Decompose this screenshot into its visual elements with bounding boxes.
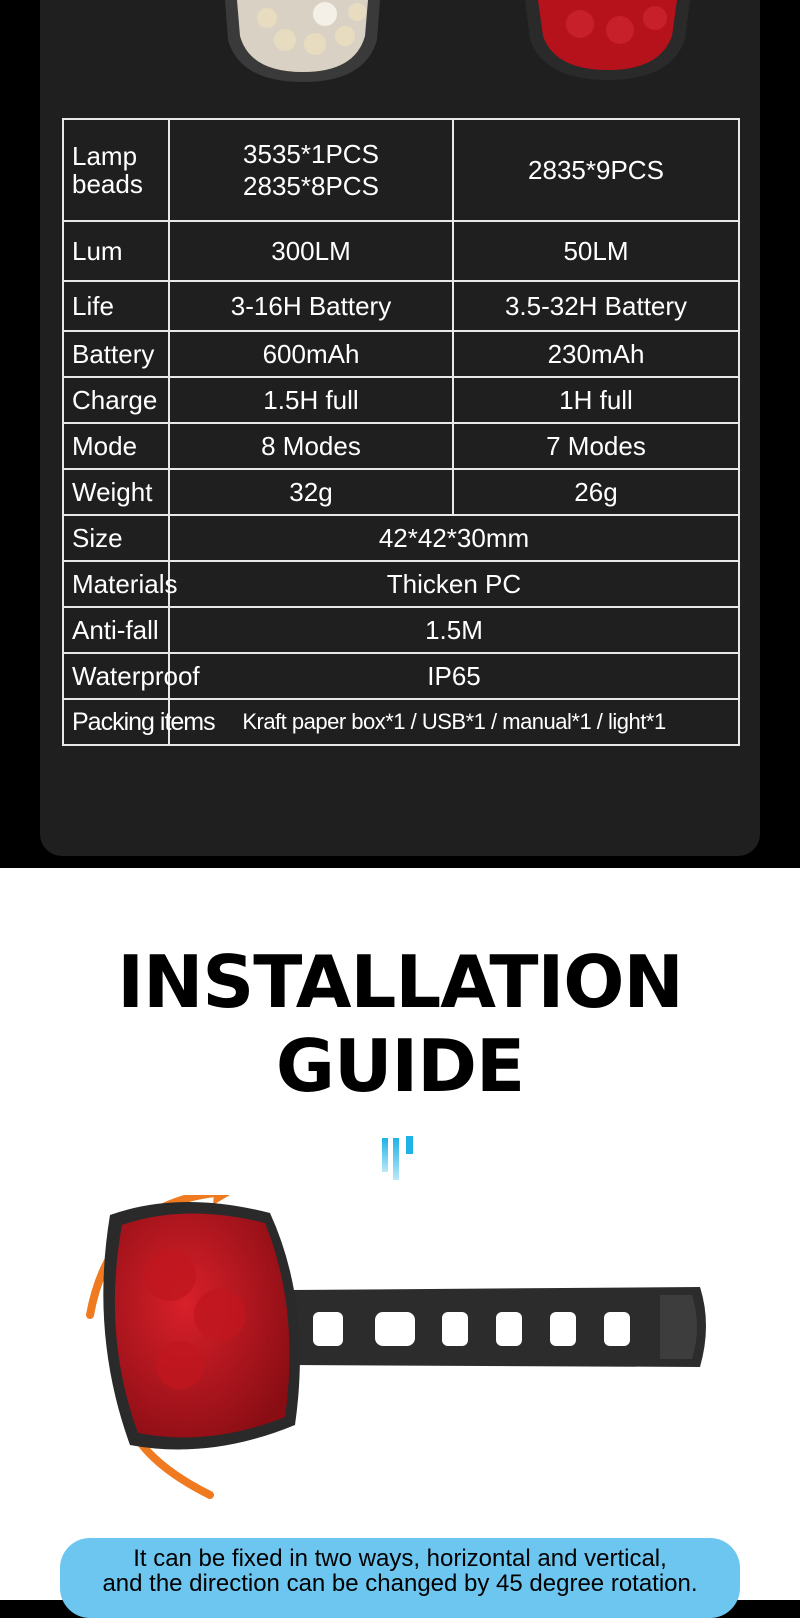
row-label: Size	[63, 515, 169, 561]
row-label: Charge	[63, 377, 169, 423]
caption-line: It can be fixed in two ways, horizontal and vertical,	[133, 1545, 667, 1572]
front-lamp-icon	[215, 0, 390, 84]
installation-illustration	[70, 1195, 750, 1515]
row-label: Battery	[63, 331, 169, 377]
label-line: beads	[72, 169, 143, 199]
row-label: Life	[63, 281, 169, 331]
front-value: 8 Modes	[169, 423, 453, 469]
front-value: 600mAh	[169, 331, 453, 377]
shared-value: Kraft paper box*1 / USB*1 / manual*1 / light*1	[169, 699, 739, 745]
rear-value: 230mAh	[453, 331, 739, 377]
row-label: Materials	[63, 561, 169, 607]
rear-value: 2835*9PCS	[453, 119, 739, 221]
rear-lamp-icon	[520, 0, 695, 82]
installation-title: INSTALLATION GUIDE	[117, 940, 683, 1108]
rear-value: 7 Modes	[453, 423, 739, 469]
table-row	[63, 469, 739, 515]
row-label: Lum	[63, 221, 169, 281]
caption-line: and the direction can be changed by 45 degree rotation.	[102, 1570, 698, 1597]
installation-caption	[60, 1538, 740, 1618]
table-row	[63, 377, 739, 423]
row-label: Anti-fall	[63, 607, 169, 653]
front-value: 3-16H Battery	[169, 281, 453, 331]
row-label: Waterproof	[63, 653, 169, 699]
row-label	[63, 119, 169, 221]
table-row	[63, 653, 739, 699]
table-row	[63, 423, 739, 469]
row-label: Mode	[63, 423, 169, 469]
shared-value: IP65	[169, 653, 739, 699]
front-value	[169, 119, 453, 221]
table-row	[63, 699, 739, 745]
table-row	[63, 119, 739, 221]
table-row	[63, 331, 739, 377]
front-value: 1.5H full	[169, 377, 453, 423]
shared-value: 42*42*30mm	[169, 515, 739, 561]
spec-table	[62, 118, 740, 746]
rear-value: 50LM	[453, 221, 739, 281]
table-row	[63, 515, 739, 561]
rear-value: 26g	[453, 469, 739, 515]
row-label: Packing items	[63, 699, 169, 745]
vertical-bars-icon	[380, 1134, 420, 1180]
rear-value: 1H full	[453, 377, 739, 423]
table-row	[63, 281, 739, 331]
row-label: Weight	[63, 469, 169, 515]
table-row	[63, 561, 739, 607]
shared-value: 1.5M	[169, 607, 739, 653]
table-row	[63, 221, 739, 281]
front-value: 300LM	[169, 221, 453, 281]
shared-value: Thicken PC	[169, 561, 739, 607]
front-value: 32g	[169, 469, 453, 515]
rear-value: 3.5-32H Battery	[453, 281, 739, 331]
label-line: Lamp	[72, 141, 138, 171]
value-line: 2835*8PCS	[243, 171, 379, 201]
value-line: 3535*1PCS	[243, 139, 379, 169]
table-row	[63, 607, 739, 653]
